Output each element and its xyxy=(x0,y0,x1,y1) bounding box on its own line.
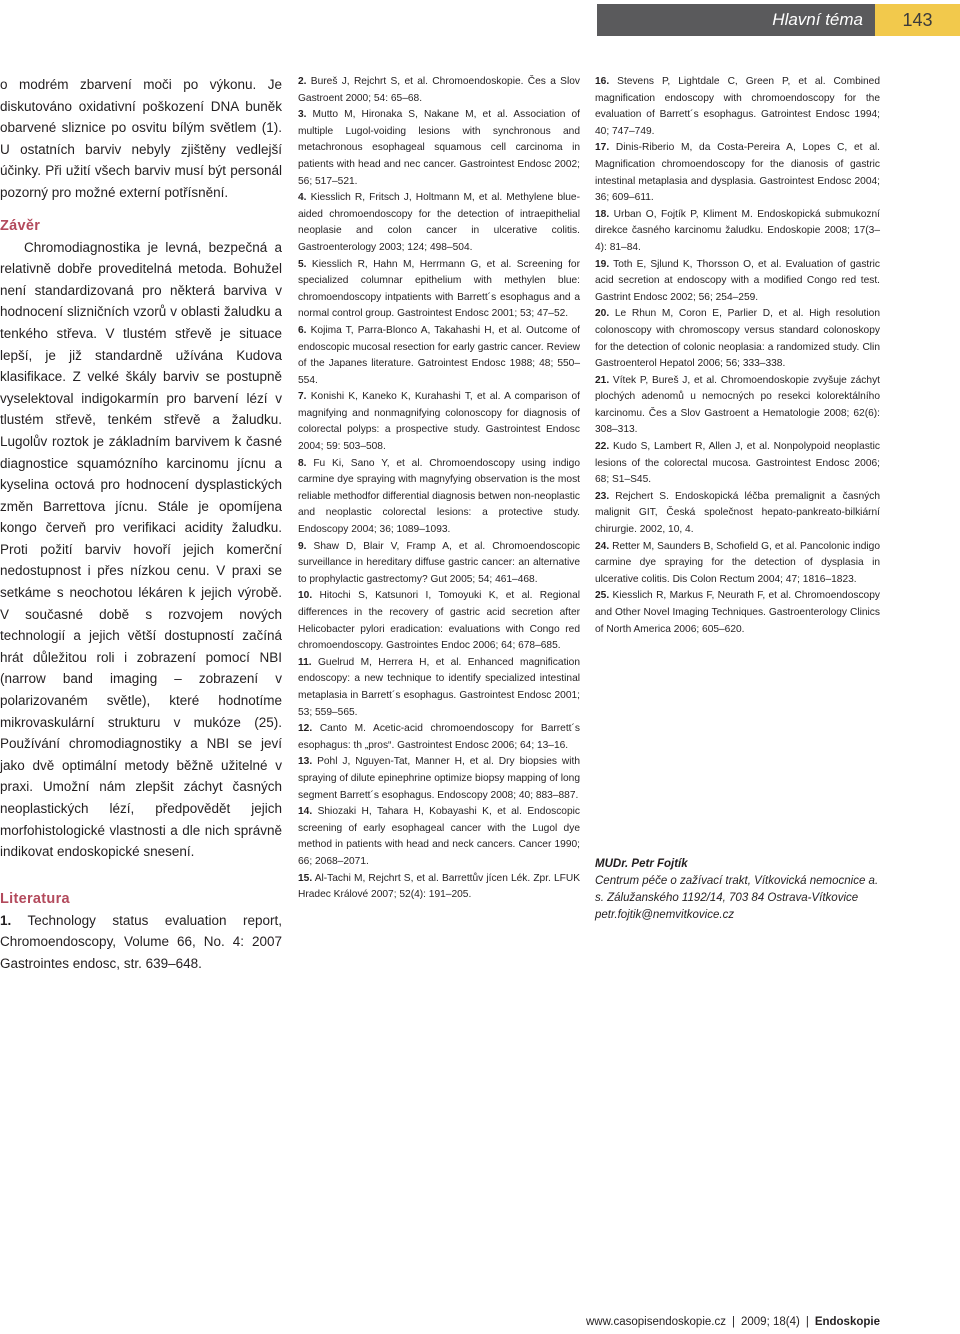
reference-item xyxy=(595,373,880,439)
reference-number: 15. xyxy=(298,872,313,884)
reference-text: Retter M, Saunders B, Schofield G, et al. Pancolonic indigo carmine dye spraying for the detection of dysplasia in ulcerative colitis. Dis Colon Rectum 2004; 47; 1816–1823. xyxy=(595,540,880,585)
reference-text: Vítek P, Bureš J, et al. Chromoendoskopie zvyšuje záchyt plochých adenomů u nemocných po resekci kolorektálního karcinomu. Čes a Slov Gastroent a Hematologie 2008; 62(6): 308–313. xyxy=(595,374,880,436)
reference-item xyxy=(298,107,580,190)
reference-number: 12. xyxy=(298,723,313,735)
reference-item xyxy=(595,306,880,372)
reference-number: 22. xyxy=(595,441,610,453)
reference-text: Pohl J, Nguyen-Tat, Manner H, et al. Dry biopsies with spraying of dilute epinephrine optimize biopsy mapping of long segment Barrett´s esophagus. Endoscopy 2008; 40; 883–887. xyxy=(298,756,580,801)
reference-text: Kojima T, Parra-Blonco A, Takahashi H, et al. Outcome of endoscopic mucosal resection for early gastric cancer. Review of the Japanes literature. Gatrointest Endosc 1988; 48; 550–554. xyxy=(298,324,580,386)
reference-list-middle xyxy=(298,74,580,904)
reference-item xyxy=(298,323,580,389)
reference-item xyxy=(298,588,580,654)
reference-text: Guelrud M, Herrera H, et al. Enhanced magnification endoscopy: a new technique to identify specialized intestinal metaplasia in Barrett´s esophagus. Gastrointest Endosc 2001; 53; 559–565. xyxy=(298,656,580,718)
reference-list-right xyxy=(595,74,880,638)
reference-text: Stevens P, Lightdale C, Green P, et al. Combined magnification endoscopy with chromoendoscopy for the evaluation of Barrett´s esophagus. Gatrointest Endosc 1994; 40; 747–749. xyxy=(595,76,880,137)
reference-number: 4. xyxy=(298,192,307,204)
reference-number: 2. xyxy=(298,76,307,87)
reference-text: Bureš J, Rejchrt S, et al. Chromoendoskopie. Čes a Slov Gastroent 2000; 54: 65–68. xyxy=(298,76,580,104)
reference-text: Kiesslich R, Hahn M, Herrmann G, et al. Screening for specialized columnar epithelium with methylen blue: chromoendoscopy intpatients with Barrett´s esophagus and a normal control group. Gastrointest Endosc 2001; 53; 47–52. xyxy=(298,258,580,320)
reference-number: 13. xyxy=(298,756,313,768)
reference-number: 23. xyxy=(595,490,610,502)
author-name: MUDr. Petr Fojtík xyxy=(595,858,688,870)
reference-text: Le Rhun M, Coron E, Parlier D, et al. High resolution colonoscopy with chromoscopy versus standard colonoskopy for the detection of colonic neoplasia: a randomized study. Clin Gastroenterol Hepatol 2006; 56; 333–338. xyxy=(595,308,880,370)
left-column xyxy=(0,74,282,975)
author-email[interactable]: petr.fojtik@nemvitkovice.cz xyxy=(595,909,735,921)
reference-number: 14. xyxy=(298,806,313,818)
reference-item xyxy=(595,74,880,140)
reference-item xyxy=(298,389,580,455)
footer-journal: Endoskopie xyxy=(814,1316,880,1328)
reference-number: 3. xyxy=(298,109,307,121)
reference-item xyxy=(595,539,880,589)
reference-item xyxy=(595,257,880,307)
reference-item xyxy=(0,910,282,975)
reference-number: 5. xyxy=(298,258,307,270)
section-title: Hlavní téma xyxy=(772,10,863,29)
reference-text: Konishi K, Kaneko K, Kurahashi T, et al. A comparison of magnifying and nonmagnifying colonoscopy for diagnosis of colorectal polyps: a prospective study. Gastrointest Endosc 2004; 59: 503–508. xyxy=(298,391,580,453)
reference-item xyxy=(595,207,880,257)
reference-number: 6. xyxy=(298,324,307,336)
reference-number: 1. xyxy=(0,912,12,928)
reference-item xyxy=(595,140,880,206)
reference-number: 11. xyxy=(298,656,312,668)
reference-number: 21. xyxy=(595,374,610,386)
page-footer xyxy=(540,1316,880,1328)
reference-item xyxy=(298,655,580,721)
intro-paragraph: o modrém zbarvení moči po výkonu. Je diskutováno oxidativní poškození DNA buněk obarvené sliznice po osvitu bílým světlem (1). U ostatních barviv nebyly zjištěny vedlejší účinky. Při užití všech barviv musí být personál pozorný pro možné externí potřísnění. xyxy=(0,77,282,200)
reference-text: Fu Ki, Sano Y, et al. Chromoendoscopy using indigo carmine dye spraying with magnyfying observation is the most reliable methodfor differential diagnosis betwen non-neoplastic and neoplastic colorectal lesions: a protective study. Endoscopy 2004; 36; 1089–1093. xyxy=(298,457,580,536)
reference-item xyxy=(298,456,580,539)
reference-item xyxy=(298,257,580,323)
conclusion-paragraph: Chromodiagnostika je levná, bezpečná a relativně dobře proveditelná metoda. Bohužel není standardizovaná pro některá barviva v hodnocení slizničních vzorů v oblasti žaludku a tenkého střeva. V tlustém střevě je situace lepší, je již standardně užívána Kudova klasifikace. Z velké škály barviv se postupně vyselektoval indigokarmín pro barvení lézí v tlustém střevě, tenkém střevě a žaludku. Lugolův roztok je základním barvivem k časné diagnostice squamózního karcinomu jícnu a kyselina octová pro hodnocení dysplastických změn Barrettova jícnu. Stále je opomíjena kongo červeň pro verifikaci acidity žaludku. Proti požití barviv hovoří jejich komerční nedostupnost i přes nízkou cenu. V praxi se setkáme s neochotou lékáren k jejich výrobě. V současné době s rozvojem nových technologií a jejich větší dostupností začíná hrát důležitou roli i zobrazení pomocí NBI (narrow band imaging – zobrazení v polarizovaném světle), které hodnotíme mikrovaskulární strukturu v mukóze (25). Používání chromodiagnostiky a NBI se jeví jako dvě optimální metody běžně užitelné v praxi. Umožní nám zlepšit záchyt časných neoplastických lézí, předpovědět jejich morfohistologické vlastnosti a dle nich správně indikovat endoskopické snesení. xyxy=(0,239,282,860)
reference-text: Kiesslich R, Fritsch J, Holtmann M, et al. Methylene blue-aided chromoendoscopy for the detection of intraepithelial neoplasie and colon cancer in ulcerative colitis. Gastroenterology 2003; 124; 498–504. xyxy=(298,192,580,253)
reference-number: 25. xyxy=(595,590,610,602)
reference-text: Hitochi S, Katsunori I, Tomoyuki K, et al. Regional differences in the recovery of gastric acid secretion after Helicobacter pylori eradication: evaluations with Congo red chromoendoscopy. Gastrointes Endoc 2006; 64; 678–685. xyxy=(298,590,580,652)
reference-text: Canto M. Acetic-acid chromoendoscopy for Barrett´s esophagus: th „pros“. Gastrointest Endosc 2006; 64; 13–16. xyxy=(298,723,580,751)
reference-number: 8. xyxy=(298,457,307,469)
reference-number: 18. xyxy=(595,208,610,220)
reference-text: Rejchert S. Endoskopická léčba premalignit a časných malignit GIT, Česká společnost hepato-pankreato-bilkiární chirurgie. 2002, 10, 4. xyxy=(595,490,880,536)
reference-item xyxy=(595,439,880,489)
reference-text: Toth E, Sjlund K, Thorsson O, et al. Evaluation of gastric acid secretion at endoscopy with a modified Congo red test. Gastrint Endosc 2002; 56; 254–259. xyxy=(595,258,880,303)
reference-number: 19. xyxy=(595,258,610,270)
reference-item xyxy=(298,871,580,904)
reference-item xyxy=(595,588,880,638)
reference-text: Shaw D, Blair V, Framp A, et al. Chromoendoscopic surveillance in hereditary diffuse gastric cancer: an alternative to prophylactic gastrectomy? Gut 2005; 54; 461–468. xyxy=(298,540,580,585)
reference-item xyxy=(298,754,580,804)
reference-text: Kiesslich R, Markus F, Neurath F, et al. Chromoendoscopy and Other Novel Imaging Techniques. Gastroenterology Clinics of North America 2006; 605–620. xyxy=(595,590,880,635)
footer-separator: | xyxy=(805,1316,809,1328)
reference-item xyxy=(298,804,580,870)
reference-number: 24. xyxy=(595,540,610,552)
reference-text: Mutto M, Hironaka S, Nakane M, et al. Association of multiple Lugol-voiding lesions with synchronous and metachronous esophageal squamous cell carcinoma in patients with head and nec cancer. Gastrointest Endosc 2002; 56; 517–521. xyxy=(298,109,580,187)
reference-number: 20. xyxy=(595,308,610,320)
page-number: 143 xyxy=(875,4,960,36)
reference-item xyxy=(595,489,880,539)
reference-text: Dinis-Riberio M, da Costa-Pereira A, Lopes C, et al. Magnification chromoendoscopy for the dianosis of gastric intestinal metaplasia and dysplasia. Gastrointest Endosc 2004; 36; 609–611. xyxy=(595,142,880,204)
literature-heading: Literatura xyxy=(0,890,70,907)
reference-number: 7. xyxy=(298,391,307,403)
reference-text: Kudo S, Lambert R, Allen J, et al. Nonpolypoid neoplastic lesions of the colorectal mucosa. Gastrointest Endosc 2006; 68; S1–S45. xyxy=(595,441,880,486)
conclusion-heading: Závěr xyxy=(0,217,41,234)
reference-text: Shiozaki H, Tahara H, Kobayashi K, et al. Endoscopic screening of early esophageal cancer with the Lugol dye method in patients with head and neck cancers. Cancer 1990; 66; 2068–2071. xyxy=(298,806,580,867)
footer-separator: | xyxy=(731,1316,735,1328)
reference-number: 16. xyxy=(595,76,610,87)
reference-list-left xyxy=(0,910,282,975)
footer-issue: 2009; 18(4) xyxy=(740,1316,800,1328)
reference-text: Technology status evaluation report, Chromoendoscopy, Volume 66, No. 4: 2007 Gastrointes endosc, str. 639–648. xyxy=(0,912,282,971)
reference-text: Urban O, Fojtík P, Kliment M. Endoskopická submukozní direkce časného karcinomu žaludku. Endoskopie 2008; 17(3–4): 81–84. xyxy=(595,208,880,253)
reference-number: 10. xyxy=(298,590,313,602)
page-header xyxy=(597,4,960,36)
reference-item xyxy=(298,74,580,107)
reference-number: 9. xyxy=(298,540,307,552)
author-address: Centrum péče o zažívací trakt, Vítkovická nemocnice a. s. Zálužanského 1192/14, 703 84 Ostrava-Vítkovice xyxy=(595,875,879,904)
reference-number: 17. xyxy=(595,142,610,154)
reference-item xyxy=(298,721,580,754)
reference-item xyxy=(298,190,580,256)
author-block xyxy=(595,856,880,924)
reference-text: Al-Tachi M, Rejchrt S, et al. Barrettův jícen Lék. Zpr. LFUK Hradec Králové 2007; 52(4): 191–205. xyxy=(298,872,580,901)
reference-item xyxy=(298,539,580,589)
footer-website[interactable]: www.casopisendoskopie.cz xyxy=(585,1316,726,1328)
